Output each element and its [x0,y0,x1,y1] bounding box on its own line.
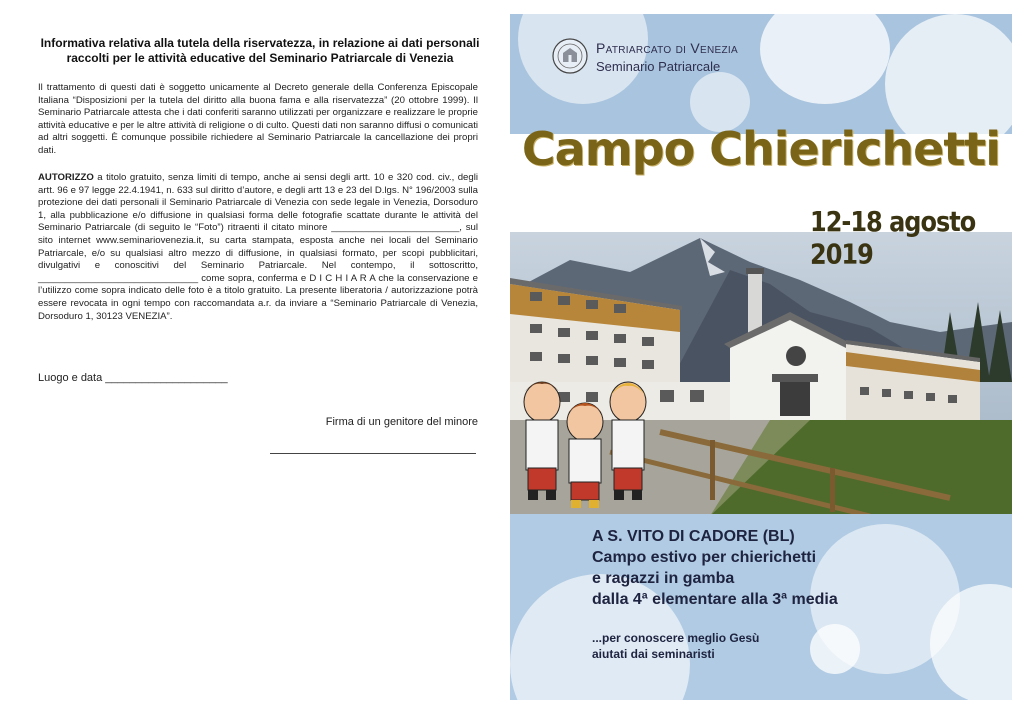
place-date-field: Luogo e data ____________________ [38,372,228,384]
signature-line [270,453,476,454]
camp-tagline: ...per conoscere meglio Gesù [592,631,760,645]
bubble-decoration [885,14,1012,134]
authorization-lead: AUTORIZZO [38,172,94,183]
patriarchate-seal-icon [552,38,588,74]
camp-description-line: e ragazzi in gamba [592,570,735,587]
authorization-paragraph [38,172,478,323]
organization-name: Patriarcato di Venezia [596,40,738,56]
parent-signature-label: Firma di un genitore del minore [325,416,478,428]
privacy-title [40,36,480,66]
seminary-name: Seminario Patriarcale [596,59,721,74]
brochure-cover [510,14,1012,700]
camp-tagline: aiutati dai seminaristi [592,647,715,661]
privacy-title-line2: raccolti per le attività educative del Seminario Patriarcale di Venezia [66,51,454,65]
bubble-decoration [760,14,890,104]
authorization-body: a titolo gratuito, senza limiti di tempo, anche ai sensi degli artt. 10 e 320 cod. civ., degli artt. 96 e 97 legge 22.4.1941, n. 633 sul diritto d’autore, e degli artt 13 e 23 del D.lgs. N° 196/2003 sulla protezione dei dati personali il Seminario Patriarcale di Venezia con sede legale in Venezia, Dorsoduro 1, alla pubblicazione e/o diffusione in qualsiasi forma delle fotografie scattate durante le attività del Seminario Patriarcale (di seguito le “Foto”) ritraenti il citato minore ________________________, sul sito internet www.seminariovenezia.it, su carta stampata, esposta anche nei locali del Seminario Patriarcale, e/o su qualsiasi altro mezzo di diffusione, in qualsiasi formato, per scopi pubblicitari, divulgativi e conoscitivi del Seminario Patriarcale. Nel contempo, il sottoscritto, ______________________________ come sopra, conferma e D I C H I A R A che la conservazione e l’utilizzo come sopra indicato delle foto è a titolo gratuito. La presente liberatoria / autorizzazione potrà essere revocata in ogni tempo con raccomandata a.r. da inviare a “Seminario Patriarcale di Venezia, Dorsoduro 1, 30123 VENEZIA”. [38,172,478,322]
privacy-title-line1: Informativa relativa alla tutela della riservatezza, in relazione ai dati personali [40,36,480,50]
privacy-paragraph: Il trattamento di questi dati è soggetto unicamente al Decreto generale della Conferenza Episcopale Italiana “Disposizioni per la tutela del diritto alla buona fama e alla riservatezza” (20 ottobre 1999). Il Seminario Patriarcale attesta che i dati conferiti saranno utilizzati per organizzare e realizzare le proprie attività educative e per le altre attività di religione o di culto. Questi dati non saranno diffusi o comunicati ad altri soggetti. È comunque possibile richiedere al Seminario Patriarcale la cancellazione dei propri dati. [38,82,478,156]
camp-building-photo [510,232,1012,516]
camp-title: Campo Chierichetti [521,122,1001,176]
camp-location: A S. VITO DI CADORE (BL) [592,528,795,545]
camp-dates: 12-18 agosto 2019 [810,205,976,271]
header-band [510,14,1012,134]
camp-description-line: Campo estivo per chierichetti [592,549,817,566]
privacy-page [0,0,510,724]
camp-description-line: dalla 4ª elementare alla 3ª media [592,591,838,608]
